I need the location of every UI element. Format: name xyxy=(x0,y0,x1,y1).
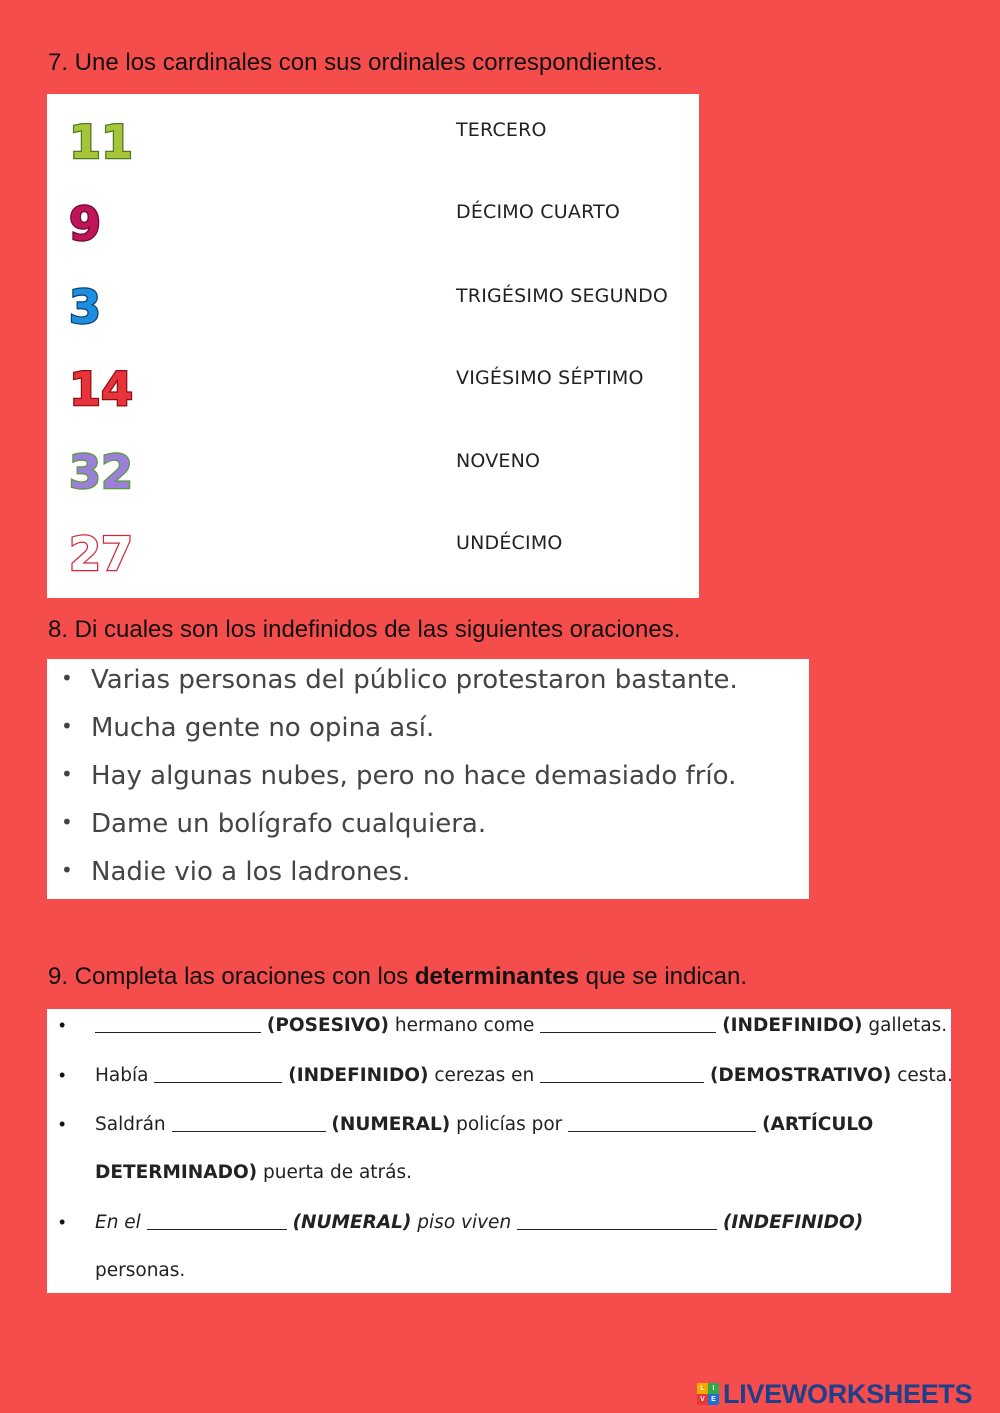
ordinal-label[interactable]: NOVENO xyxy=(456,450,541,472)
cardinal-number-graphic[interactable] xyxy=(65,351,145,421)
heading-bold-text: determinantes xyxy=(414,963,579,990)
sentence-text: Dame un bolígrafo cualquiera. xyxy=(91,809,487,839)
sentence-item xyxy=(61,857,410,905)
hint-label: DETERMINADO) xyxy=(95,1162,258,1183)
ordinal-label[interactable]: TERCERO xyxy=(456,119,547,141)
sentence-item xyxy=(61,665,738,713)
hint-label: (INDEFINIDO) xyxy=(288,1065,429,1086)
cardinal-number-label: 3 xyxy=(69,280,102,334)
hint-label: (DEMOSTRATIVO) xyxy=(709,1065,892,1086)
line-text: cesta. xyxy=(891,1065,953,1086)
line-text: piso viven xyxy=(411,1212,518,1233)
heading-text: que se indican. xyxy=(578,963,748,990)
liveworksheets-logo-icon xyxy=(697,1383,719,1405)
ordinal-label[interactable]: VIGÉSIMO SÉPTIMO xyxy=(456,367,644,389)
sentence-item xyxy=(61,809,486,857)
line-text: personas. xyxy=(95,1260,186,1281)
ordinal-label[interactable]: UNDÉCIMO xyxy=(456,532,563,554)
cardinal-number-label: 27 xyxy=(69,527,134,581)
bullet-icon: • xyxy=(59,1015,66,1035)
sentence-text: Mucha gente no opina así. xyxy=(91,713,435,743)
matching-row xyxy=(47,516,699,598)
heading-text: 9. Completa las oraciones con los xyxy=(48,963,415,990)
matching-row xyxy=(47,434,699,516)
bullet-icon: • xyxy=(61,858,73,882)
answer-blank[interactable] xyxy=(540,1064,704,1083)
bullet-icon: • xyxy=(59,1212,66,1232)
indefinidos-box xyxy=(47,659,809,899)
answer-blank[interactable] xyxy=(517,1211,717,1230)
logo-square: I xyxy=(708,1383,719,1394)
cardinal-number-graphic[interactable] xyxy=(65,516,145,586)
line-text: policías por xyxy=(450,1114,569,1135)
cardinal-number-graphic[interactable] xyxy=(65,434,145,504)
section9-heading xyxy=(48,962,747,992)
answer-blank[interactable] xyxy=(568,1113,756,1132)
logo-square: V xyxy=(697,1394,708,1405)
exercise-line-3-cont xyxy=(95,1160,412,1186)
cardinal-number-graphic[interactable] xyxy=(65,269,145,339)
line-text: galletas. xyxy=(862,1015,948,1036)
exercise-line-3 xyxy=(95,1112,873,1138)
logo-square: L xyxy=(697,1383,708,1394)
section8-heading: 8. Di cuales son los indefinidos de las siguientes oraciones. xyxy=(48,616,681,643)
bullet-icon: • xyxy=(61,810,73,834)
hint-label: (INDEFINIDO) xyxy=(722,1212,864,1233)
cardinal-number-label: 14 xyxy=(69,362,134,416)
ordinal-label[interactable]: DÉCIMO CUARTO xyxy=(456,201,621,223)
sentence-item xyxy=(61,713,434,761)
line-text: hermano come xyxy=(388,1015,541,1036)
section7-heading: 7. Une los cardinales con sus ordinales correspondientes. xyxy=(48,49,664,76)
bullet-icon: • xyxy=(61,666,73,690)
line-text: cerezas en xyxy=(428,1065,541,1086)
answer-blank[interactable] xyxy=(154,1064,282,1083)
matching-row xyxy=(47,351,699,433)
matching-row xyxy=(47,104,699,186)
exercise-line-1 xyxy=(95,1013,947,1039)
answer-blank[interactable] xyxy=(147,1211,287,1230)
sentence-text: Nadie vio a los ladrones. xyxy=(91,857,411,887)
bullet-icon: • xyxy=(61,762,73,786)
matching-row xyxy=(47,269,699,351)
watermark-text: LIVEWORKSHEETS xyxy=(723,1378,973,1409)
cardinal-number-graphic[interactable] xyxy=(65,104,145,174)
determinantes-box xyxy=(47,1009,951,1293)
hint-label: (POSESIVO) xyxy=(266,1015,389,1036)
exercise-line-4-cont xyxy=(95,1258,185,1284)
liveworksheets-watermark xyxy=(697,1378,972,1410)
bullet-icon: • xyxy=(61,714,73,738)
exercise-line-4 xyxy=(95,1210,863,1236)
ordinal-label[interactable]: TRIGÉSIMO SEGUNDO xyxy=(456,285,669,307)
matching-row xyxy=(47,186,699,268)
cardinal-number-label: 11 xyxy=(69,115,134,169)
exercise-line-2 xyxy=(95,1063,953,1089)
cardinal-number-label: 32 xyxy=(69,445,134,499)
cardinal-number-graphic[interactable] xyxy=(65,186,145,256)
line-text: puerta de atrás. xyxy=(257,1162,413,1183)
matching-box xyxy=(47,94,699,598)
hint-label: (NUMERAL) xyxy=(292,1212,412,1233)
bullet-icon: • xyxy=(59,1114,66,1134)
answer-blank[interactable] xyxy=(95,1014,261,1033)
answer-blank[interactable] xyxy=(540,1014,716,1033)
hint-label: (INDEFINIDO) xyxy=(722,1015,863,1036)
sentence-text: Hay algunas nubes, pero no hace demasiado frío. xyxy=(91,761,737,791)
bullet-icon: • xyxy=(59,1065,66,1085)
hint-label: (NUMERAL) xyxy=(331,1114,451,1135)
hint-label: (ARTÍCULO xyxy=(762,1114,874,1135)
logo-square: E xyxy=(708,1394,719,1405)
line-text: Saldrán xyxy=(95,1114,172,1135)
cardinal-number-label: 9 xyxy=(69,197,102,251)
line-text: Había xyxy=(95,1065,155,1086)
sentence-item xyxy=(61,761,736,809)
line-text: En el xyxy=(95,1212,147,1233)
sentence-text: Varias personas del público protestaron bastante. xyxy=(91,665,738,695)
answer-blank[interactable] xyxy=(172,1113,326,1132)
